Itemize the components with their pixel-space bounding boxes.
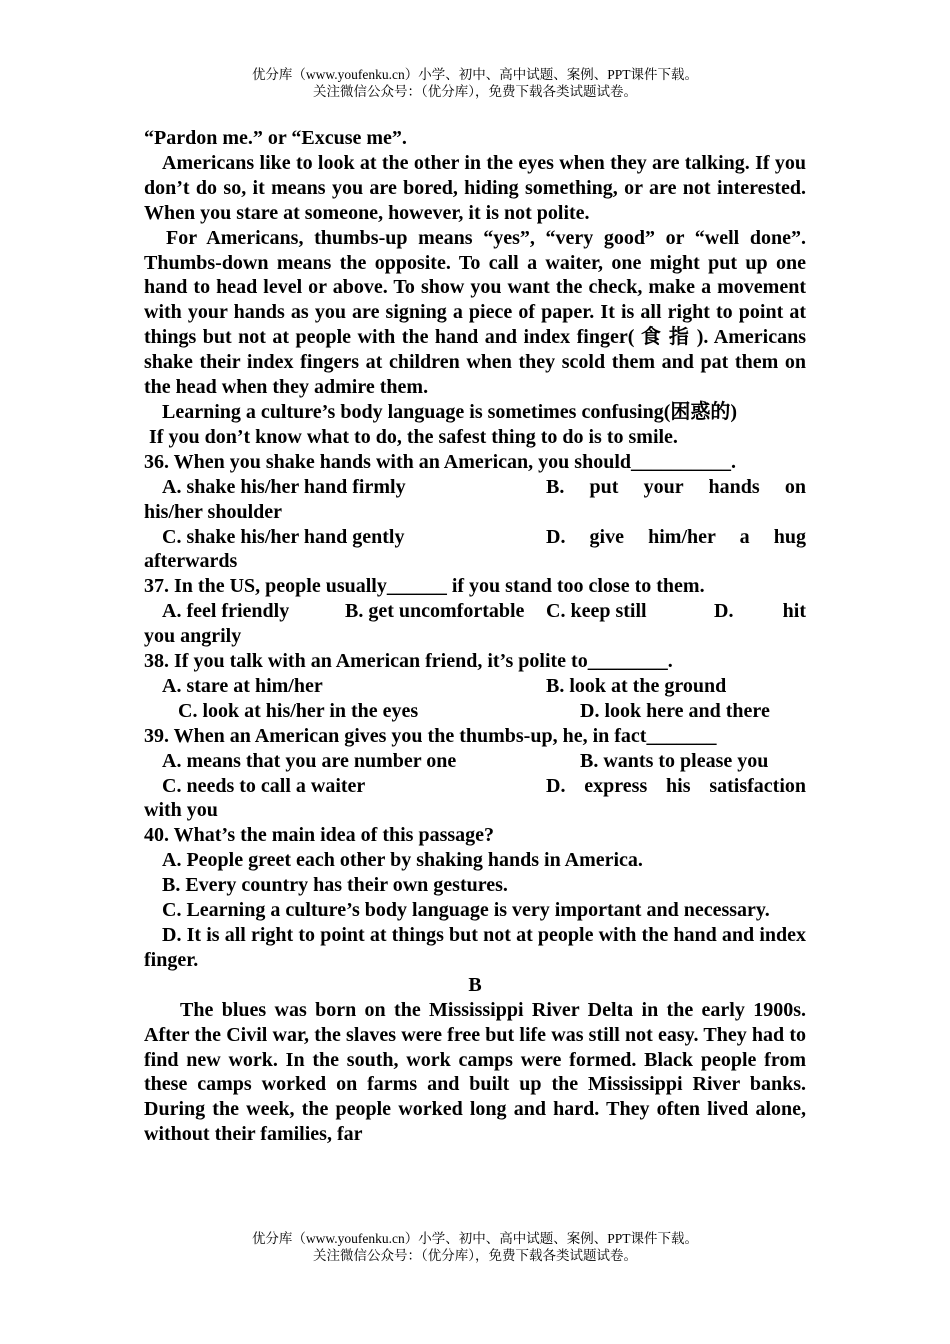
option-row: [144, 749, 806, 774]
option-d: D. give him/her a hug: [546, 525, 806, 548]
option-row: [144, 674, 806, 699]
option-a: A. stare at him/her: [162, 674, 323, 697]
option-row: [144, 699, 806, 724]
question-stem: 36. When you shake hands with an American, you should__________.: [144, 450, 736, 473]
question-40: [144, 823, 806, 972]
document-body: [144, 126, 806, 1147]
option-b: B. wants to please you: [580, 749, 769, 772]
option-row: [144, 525, 806, 550]
question-stem: 39. When an American gives you the thumbs-up, he, in fact_______: [144, 724, 717, 747]
option-d: D. It is all right to point at things but not at people with the hand and index finger.: [144, 924, 806, 971]
passage-paragraph-3a: Learning a culture’s body language is sometimes confusing(困惑的): [162, 400, 738, 423]
question-39: [144, 724, 806, 824]
section-heading: B: [468, 973, 482, 996]
option-a: A. means that you are number one: [162, 749, 457, 772]
question-stem: 40. What’s the main idea of this passage?: [144, 824, 495, 847]
question-36: [144, 450, 806, 575]
option-d: D. hit: [714, 600, 806, 623]
option-d-continued: you angrily: [144, 625, 242, 648]
option-d: D. look here and there: [580, 699, 770, 722]
option-row: [144, 774, 806, 799]
passage-paragraph-2: For Americans, thumbs-up means “yes”, “very good” or “well done”. Thumbs-down means the opposite. To call a waiter, one might put up one hand to head level or above. To show you want the check, make a movement with your hands as you are signing a piece of paper. It is all right to point at things but not at people with the hand and index finger( 食 指 ). Americans shake their index fingers at children when they scold them and pat them on the head when they admire them.: [144, 226, 806, 399]
header-line-1: 优分库（www.youfenku.cn）小学、初中、高中试题、案例、PPT课件下载。: [251, 67, 699, 82]
option-c: C. look at his/her in the eyes: [178, 699, 419, 722]
section-b-paragraph-1: The blues was born on the Mississippi River Delta in the early 1900s. After the Civil war, the slaves were free but life was still not easy. They had to find new work. In the south, work camps were formed. Black people from these camps worked on farms and built up the Mississippi River banks. During the week, the people worked long and hard. They often lived alone, without their families, far: [144, 998, 806, 1146]
question-37: [144, 574, 806, 649]
option-b: B. Every country has their own gestures.: [162, 874, 508, 897]
page-header: [0, 66, 950, 100]
header-line-2: 关注微信公众号：（优分库），免费下载各类试题试卷。: [313, 84, 637, 99]
option-a: A. People greet each other by shaking hands in America.: [162, 849, 643, 872]
question-38: [144, 649, 806, 724]
passage-paragraph-3b: If you don’t know what to do, the safest thing to do is to smile.: [149, 425, 678, 448]
footer-line-2: 关注微信公众号：（优分库），免费下载各类试题试卷。: [313, 1248, 637, 1263]
option-a: A. feel friendly: [162, 600, 290, 623]
option-b-continued: his/her shoulder: [144, 500, 282, 523]
question-stem: 37. In the US, people usually______ if you stand too close to them.: [144, 575, 705, 598]
option-d-continued: afterwards: [144, 550, 238, 573]
option-d-continued: with you: [144, 799, 218, 822]
option-d: D. express his satisfaction: [546, 774, 806, 797]
passage-paragraph-1: Americans like to look at the other in the eyes when they are talking. If you don’t do so, it means you are bored, hiding something, or are not interested. When you stare at someone, however, it is not polite.: [144, 151, 806, 224]
option-b: B. get uncomfortable: [345, 600, 525, 623]
option-c: C. keep still: [546, 600, 647, 623]
option-b: B. put your hands on: [546, 475, 806, 498]
option-c: C. shake his/her hand gently: [162, 525, 405, 548]
question-stem: 38. If you talk with an American friend, it’s polite to________.: [144, 650, 673, 673]
option-row: [144, 475, 806, 500]
passage-paragraph-0: “Pardon me.” or “Excuse me”.: [144, 127, 407, 149]
option-c: C. needs to call a waiter: [162, 774, 366, 797]
option-c: C. Learning a culture’s body language is very important and necessary.: [162, 899, 770, 922]
footer-line-1: 优分库（www.youfenku.cn）小学、初中、高中试题、案例、PPT课件下载。: [251, 1231, 699, 1246]
option-row: [144, 599, 806, 624]
option-b: B. look at the ground: [546, 674, 727, 697]
page-footer: [0, 1230, 950, 1264]
option-a: A. shake his/her hand firmly: [162, 475, 406, 498]
